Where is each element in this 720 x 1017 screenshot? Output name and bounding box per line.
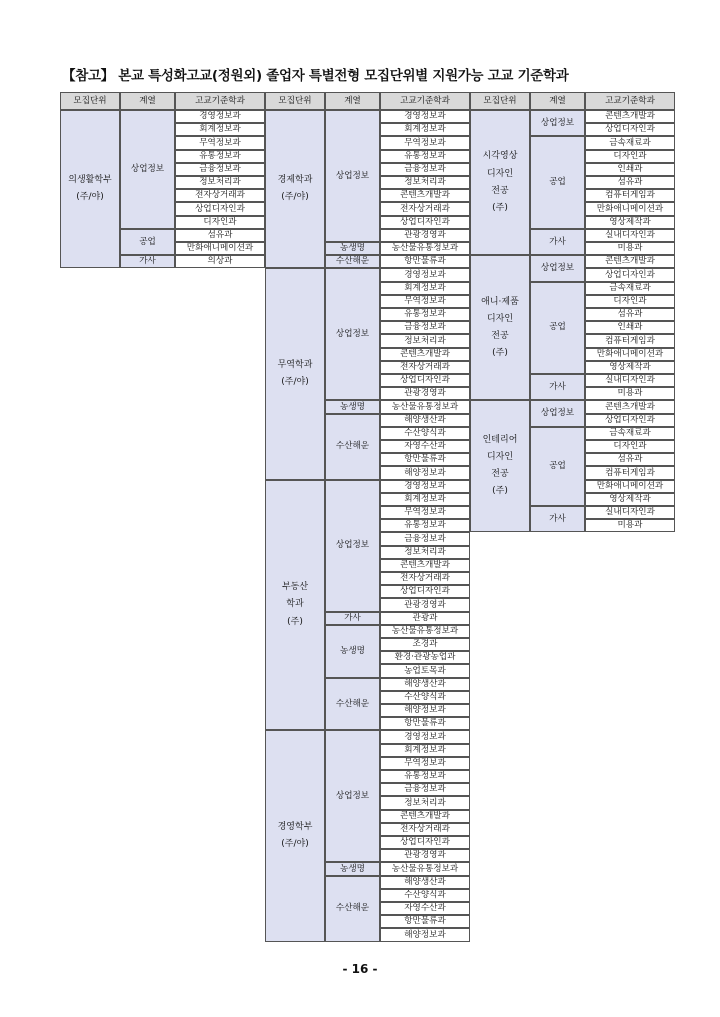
department-cell: 금융정보과 [380,783,470,796]
recruit-unit: 경제학과 (주/야) [265,110,325,268]
department-cell: 디자인과 [175,216,265,229]
department-cell: 컴퓨터게임과 [585,466,675,479]
track: 공업 [530,282,585,374]
header-standard-department: 고교기준학과 [175,92,265,110]
department-cell: 상업디자인과 [585,123,675,136]
track: 상업정보 [325,268,380,400]
department-cell: 인쇄과 [585,321,675,334]
department-cell: 농산물유통정보과 [380,242,470,255]
department-cell: 금융정보과 [380,321,470,334]
department-cell: 실내디자인과 [585,229,675,242]
department-cell: 해양정보과 [380,928,470,941]
department-cell: 경영정보과 [380,268,470,281]
department-cell: 콘텐츠개발과 [380,348,470,361]
department-cell: 수산양식과 [380,691,470,704]
track: 상업정보 [530,400,585,426]
department-cell: 콘텐츠개발과 [585,400,675,413]
department-cell: 인쇄과 [585,163,675,176]
page-number: - 16 - [342,962,378,976]
department-cell: 유통정보과 [380,308,470,321]
department-cell: 농산물유통정보과 [380,400,470,413]
department-cell: 수산양식과 [380,427,470,440]
department-cell: 해양정보과 [380,704,470,717]
department-cell: 관광경영과 [380,598,470,611]
department-cell: 상업디자인과 [380,216,470,229]
department-cell: 금융정보과 [380,163,470,176]
department-cell: 관광경영과 [380,387,470,400]
department-cell: 만화애니메이션과 [585,480,675,493]
track: 수산해운 [325,678,380,731]
department-cell: 무역정보과 [380,506,470,519]
department-cell: 항만물류과 [380,717,470,730]
department-cell: 자영수산과 [380,902,470,915]
department-cell: 상업디자인과 [585,268,675,281]
track: 수산해운 [325,414,380,480]
department-cell: 해양정보과 [380,466,470,479]
department-cell: 항만물류과 [380,453,470,466]
department-cell: 항만물류과 [380,915,470,928]
department-cell: 콘텐츠개발과 [585,110,675,123]
department-cell: 농산물유통정보과 [380,625,470,638]
department-cell: 상업디자인과 [380,836,470,849]
department-cell: 만화애니메이션과 [175,242,265,255]
header-track: 계열 [325,92,380,110]
header-standard-department: 고교기준학과 [380,92,470,110]
department-cell: 해양생산과 [380,678,470,691]
department-cell: 농산물유통정보과 [380,862,470,875]
department-cell: 실내디자인과 [585,506,675,519]
department-cell: 컴퓨터게임과 [585,189,675,202]
department-cell: 무역정보과 [380,136,470,149]
department-cell: 영상제작과 [585,216,675,229]
department-cell: 정보처리과 [175,176,265,189]
department-cell: 관광경영과 [380,229,470,242]
department-cell: 무역정보과 [380,295,470,308]
department-cell: 컴퓨터게임과 [585,334,675,347]
track: 가사 [530,506,585,532]
department-cell: 전자상거래과 [175,189,265,202]
department-cell: 상업디자인과 [175,202,265,215]
track: 수산해운 [325,255,380,268]
track: 가사 [530,374,585,400]
department-cell: 유통정보과 [380,150,470,163]
department-cell: 정보처리과 [380,334,470,347]
recruit-unit: 부동산 학과 (주) [265,480,325,731]
department-cell: 유통정보과 [380,519,470,532]
recruit-unit: 시각영상 디자인 전공 (주) [470,110,530,255]
department-cell: 농업토목과 [380,664,470,677]
recruit-unit: 의생활학부 (주/야) [60,110,120,268]
track: 상업정보 [325,110,380,242]
department-cell: 디자인과 [585,295,675,308]
department-cell: 금속재료과 [585,136,675,149]
department-cell: 금속재료과 [585,427,675,440]
department-cell: 경영정보과 [175,110,265,123]
department-cell: 관광과 [380,612,470,625]
header-recruit-unit: 모집단위 [470,92,530,110]
track: 상업정보 [530,255,585,281]
track: 가사 [120,255,175,268]
department-cell: 미용과 [585,519,675,532]
department-cell: 회계정보과 [380,282,470,295]
department-cell: 상업디자인과 [585,414,675,427]
recruit-unit: 애니·제품 디자인 전공 (주) [470,255,530,400]
department-cell: 전자상거래과 [380,572,470,585]
department-cell: 관광경영과 [380,849,470,862]
department-cell: 전자상거래과 [380,361,470,374]
track: 상업정보 [530,110,585,136]
department-cell: 회계정보과 [175,123,265,136]
department-cell: 콘텐츠개발과 [380,189,470,202]
department-cell: 경영정보과 [380,480,470,493]
department-cell: 수산양식과 [380,889,470,902]
track: 공업 [530,427,585,506]
department-cell: 금융정보과 [175,163,265,176]
header-standard-department: 고교기준학과 [585,92,675,110]
track: 농생명 [325,862,380,875]
department-cell: 영상제작과 [585,361,675,374]
track: 가사 [325,612,380,625]
department-cell: 전자상거래과 [380,823,470,836]
track: 상업정보 [120,110,175,229]
page-title: 【참고】 본교 특성화고교(정원외) 졸업자 특별전형 모집단위별 지원가능 고교 기준학과 [62,68,569,84]
department-cell: 무역정보과 [380,757,470,770]
track: 상업정보 [325,730,380,862]
department-cell: 경영정보과 [380,110,470,123]
department-cell: 무역정보과 [175,136,265,149]
recruit-unit: 인테리어 디자인 전공 (주) [470,400,530,532]
track: 가사 [530,229,585,255]
track: 수산해운 [325,876,380,942]
department-cell: 금융정보과 [380,532,470,545]
department-cell: 회계정보과 [380,123,470,136]
standard-department-table [60,92,665,940]
department-cell: 상업디자인과 [380,585,470,598]
department-cell: 유통정보과 [175,150,265,163]
department-cell: 정보처리과 [380,796,470,809]
track: 공업 [120,229,175,255]
department-cell: 미용과 [585,387,675,400]
header-recruit-unit: 모집단위 [60,92,120,110]
department-cell: 의상과 [175,255,265,268]
department-cell: 해양생산과 [380,876,470,889]
department-cell: 실내디자인과 [585,374,675,387]
track: 농생명 [325,400,380,413]
department-cell: 해양생산과 [380,414,470,427]
department-cell: 콘텐츠개발과 [585,255,675,268]
department-cell: 섬유과 [585,453,675,466]
track: 공업 [530,136,585,228]
department-cell: 조경과 [380,638,470,651]
department-cell: 환경·관광농업과 [380,651,470,664]
department-cell: 경영정보과 [380,730,470,743]
department-cell: 전자상거래과 [380,202,470,215]
recruit-unit: 무역학과 (주/야) [265,268,325,479]
department-cell: 콘텐츠개발과 [380,810,470,823]
department-cell: 정보처리과 [380,176,470,189]
header-track: 계열 [530,92,585,110]
department-cell: 섬유과 [585,308,675,321]
department-cell: 영상제작과 [585,493,675,506]
recruit-unit: 경영학부 (주/야) [265,730,325,941]
track: 농생명 [325,242,380,255]
department-cell: 회계정보과 [380,493,470,506]
department-cell: 항만물류과 [380,255,470,268]
department-cell: 만화애니메이션과 [585,348,675,361]
department-cell: 자영수산과 [380,440,470,453]
department-cell: 유통정보과 [380,770,470,783]
department-cell: 정보처리과 [380,546,470,559]
department-cell: 미용과 [585,242,675,255]
department-cell: 디자인과 [585,150,675,163]
department-cell: 섬유과 [585,176,675,189]
department-cell: 상업디자인과 [380,374,470,387]
track: 농생명 [325,625,380,678]
header-recruit-unit: 모집단위 [265,92,325,110]
department-cell: 디자인과 [585,440,675,453]
department-cell: 콘텐츠개발과 [380,559,470,572]
department-cell: 만화애니메이션과 [585,202,675,215]
track: 상업정보 [325,480,380,612]
department-cell: 회계정보과 [380,744,470,757]
header-track: 계열 [120,92,175,110]
department-cell: 금속재료과 [585,282,675,295]
department-cell: 섬유과 [175,229,265,242]
